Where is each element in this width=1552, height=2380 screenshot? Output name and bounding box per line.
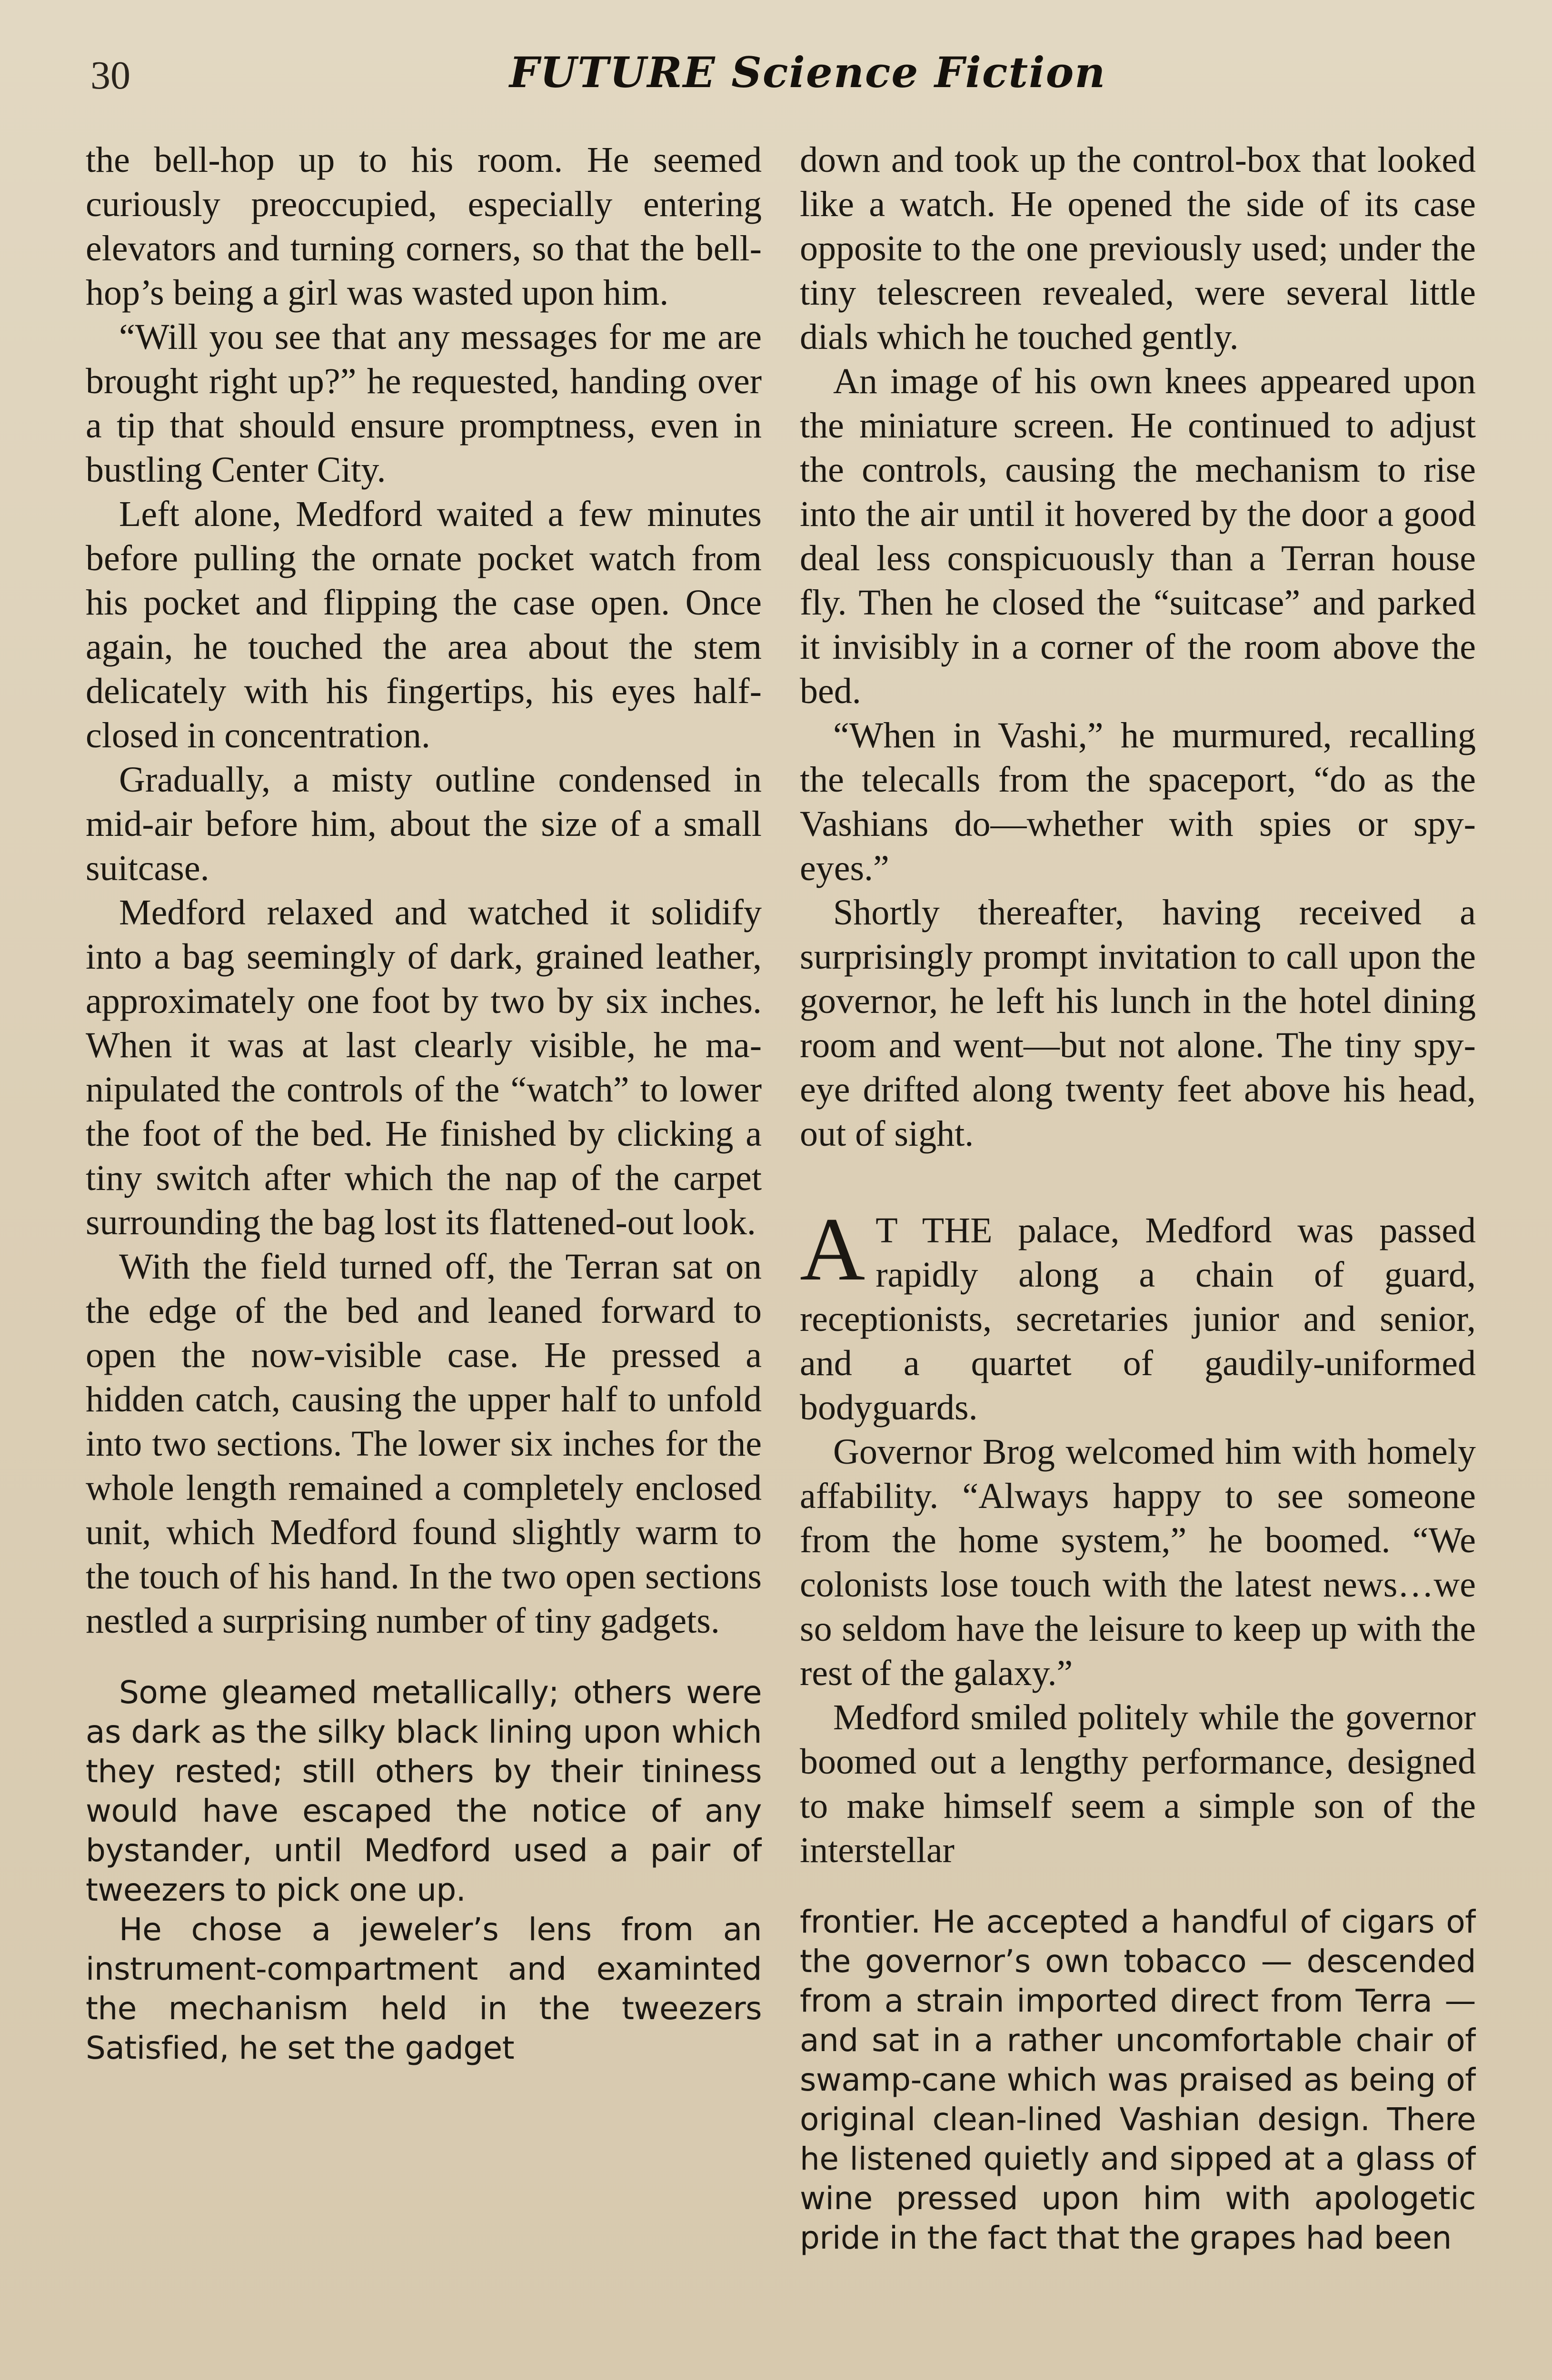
left-column: [86, 138, 762, 2380]
page-number: 30: [90, 53, 130, 98]
paragraph: down and took up the control-box that looked like a watch. He opened the side of its case opposite to the one previously used; under the tiny telescreen revealed, were several little dials which he touched gently.: [800, 140, 1476, 357]
paragraph: Gradually, a misty outline condensed in mid-air before him, about the size of a small suitcase.: [86, 760, 762, 888]
paragraph: Medford relaxed and watched it solidify into a bag seemingly of dark, grained leather, approximately one foot by two by six inches. When it was at last clearly visible, he manipulated the controls of the “watch” to lower the foot of the bed. He finished by clicking a tiny switch after which the nap of the carpet surrounding the bag lost its flattened-out look.: [86, 892, 762, 1242]
paragraph: An image of his own knees appeared upon the miniature screen. He continued to adjust the controls, causing the mechanism to rise into the air until it hovered by the door a good deal less conspicuously than a Terran house fly. Then he closed the “suitcase” and parked it invisibly in a corner of the room above the bed.: [800, 361, 1476, 711]
paragraph: Governor Brog welcomed him with homely affability. “Always happy to see someone from the home system,” he boomed. “We colonists lose touch with the latest news…we so seldom have the leisure to keep up with the rest of the galaxy.”: [800, 1432, 1476, 1693]
paragraph: Medford smiled politely while the governor boomed out a lengthy performance, designed to make himself seem a simple son of the interstellar: [800, 1697, 1476, 1870]
magazine-title: FUTURE Science Fiction: [509, 48, 1106, 97]
section-opening-paragraph: [800, 1200, 1476, 1430]
paragraph: “When in Vashi,” he murmured, recalling the telecalls from the spaceport, “do as the Vashians do—whether with spies or spy-eyes.”: [800, 715, 1476, 888]
right-column: [800, 138, 1476, 2380]
paragraph: Some gleamed metallically; others were as dark as the silky black lining upon which they rested; still others by their tininess would have escaped the notice of any bystander, until Medford used a pair of tweezers to pick one up.: [86, 1674, 762, 1908]
drop-cap: A: [800, 1200, 866, 1299]
running-header: [90, 48, 1495, 114]
paragraph: Left alone, Medford waited a few minutes before pulling the ornate pocket watch from his pocket and flipping the case open. Once again, he touched the area about the stem delicately with his fingertips, his eyes half-closed in concentration.: [86, 494, 762, 755]
paragraph: With the field turned off, the Terran sat on the edge of the bed and leaned forward to open the now-visible case. He pressed a hidden catch, causing the upper half to unfold into two sections. The lower six inches for the whole length remained a completely enclosed unit, which Medford found slightly warm to the touch of his hand. In the two open sections nestled a surprising number of tiny gadgets.: [86, 1247, 762, 1641]
paragraph: the bell-hop up to his room. He seemed curiously preoccupied, especially entering elevators and turning corners, so that the bell-hop’s being a girl was wasted upon him.: [86, 140, 762, 313]
paragraph: “Will you see that any messages for me are brought right up?” he requested, handing over a tip that should ensure promptness, even in bustling Center City.: [86, 317, 762, 490]
paragraph: He chose a jeweler’s lens from an instrument-compartment and examinted the mechanism held in the tweezers Satisfied, he set the gadget: [86, 1911, 762, 2066]
paragraph: frontier. He accepted a handful of cigars of the governor’s own tobacco — descended from a strain imported direct from Terra — and sat in a rather uncomfortable chair of swamp-cane which was praised as being of original clean-lined Vashian design. There he listened quietly and sipped at a glass of wine pressed upon him with apologetic pride in the fact that the grapes had been: [800, 1904, 1476, 2256]
section-opening-text: T THE palace, Medford was passed rapidly along a chain of guard, receptionists, secretaries junior and senior, and a quartet of gaudily-uniformed bodyguards.: [800, 1210, 1476, 1428]
paragraph: Shortly thereafter, having received a surprisingly prompt invitation to call upon the governor, he left his lunch in the hotel dining room and went—but not alone. The tiny spy-eye drifted along twenty feet above his head, out of sight.: [800, 892, 1476, 1154]
